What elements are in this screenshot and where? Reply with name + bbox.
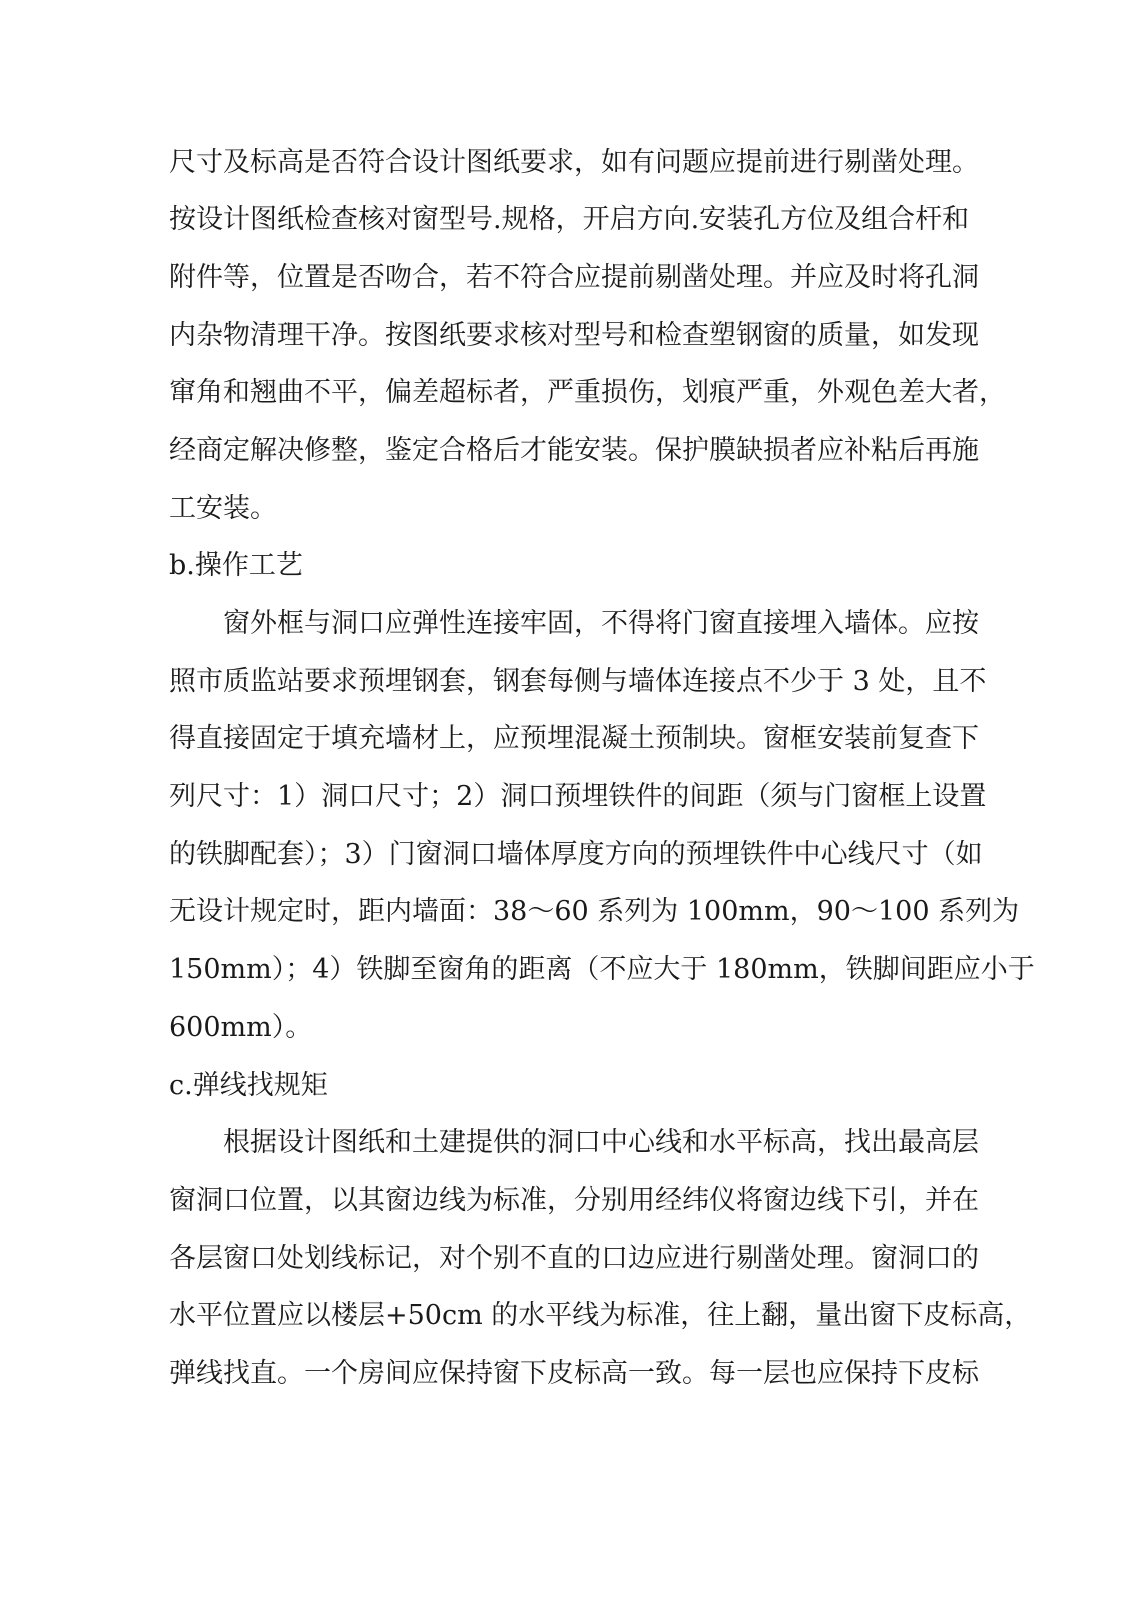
text-line: 水平位置应以楼层+50cm 的水平线为标准，往上翻，量出窗下皮标高， [169, 1300, 1032, 1331]
text-line: 150mm）；4）铁脚至窗角的距离（不应大于 180mm，铁脚间距应小于 [169, 954, 1035, 985]
text-line: 按设计图纸检查核对窗型号.规格，开启方向.安装孔方位及组合杆和 [169, 204, 970, 235]
text-line: 弹线找直。一个房间应保持窗下皮标高一致。每一层也应保持下皮标 [169, 1358, 979, 1389]
text-line: 无设计规定时，距内墙面：38～60 系列为 100mm，90～100 系列为 [169, 896, 1020, 927]
text-line: 得直接固定于填充墙材上，应预埋混凝土预制块。窗框安装前复查下 [169, 723, 979, 754]
text-line: 根据设计图纸和土建提供的洞口中心线和水平标高，找出最高层 [223, 1127, 979, 1158]
text-line: 的铁脚配套）；3）门窗洞口墙体厚度方向的预埋铁件中心线尺寸（如 [169, 839, 983, 870]
text-line: 尺寸及标高是否符合设计图纸要求，如有问题应提前进行剔凿处理。 [169, 147, 979, 178]
text-line: 照市质监站要求预埋钢套，钢套每侧与墙体连接点不少于 3 处，且不 [169, 666, 987, 697]
text-line: 窗外框与洞口应弹性连接牢固，不得将门窗直接埋入墙体。应按 [223, 608, 979, 639]
section-heading: b.操作工艺 [169, 550, 303, 581]
text-line: 窗洞口位置，以其窗边线为标准，分别用经纬仪将窗边线下引，并在 [169, 1185, 979, 1216]
text-line: 窜角和翘曲不平，偏差超标者，严重损伤，划痕严重，外观色差大者， [169, 377, 1006, 408]
text-line: 工安装。 [169, 493, 277, 524]
text-line: 附件等，位置是否吻合，若不符合应提前剔凿处理。并应及时将孔洞 [169, 262, 979, 293]
text-line: 各层窗口处划线标记，对个别不直的口边应进行剔凿处理。窗洞口的 [169, 1243, 979, 1274]
section-heading: c.弹线找规矩 [169, 1070, 328, 1101]
text-line: 经商定解决修整，鉴定合格后才能安装。保护膜缺损者应补粘后再施 [169, 435, 979, 466]
text-line: 内杂物清理干净。按图纸要求核对型号和检查塑钢窗的质量，如发现 [169, 320, 979, 351]
text-line: 600mm）。 [169, 1012, 313, 1043]
text-line: 列尺寸：1）洞口尺寸；2）洞口预埋铁件的间距（须与门窗框上设置 [169, 781, 987, 812]
